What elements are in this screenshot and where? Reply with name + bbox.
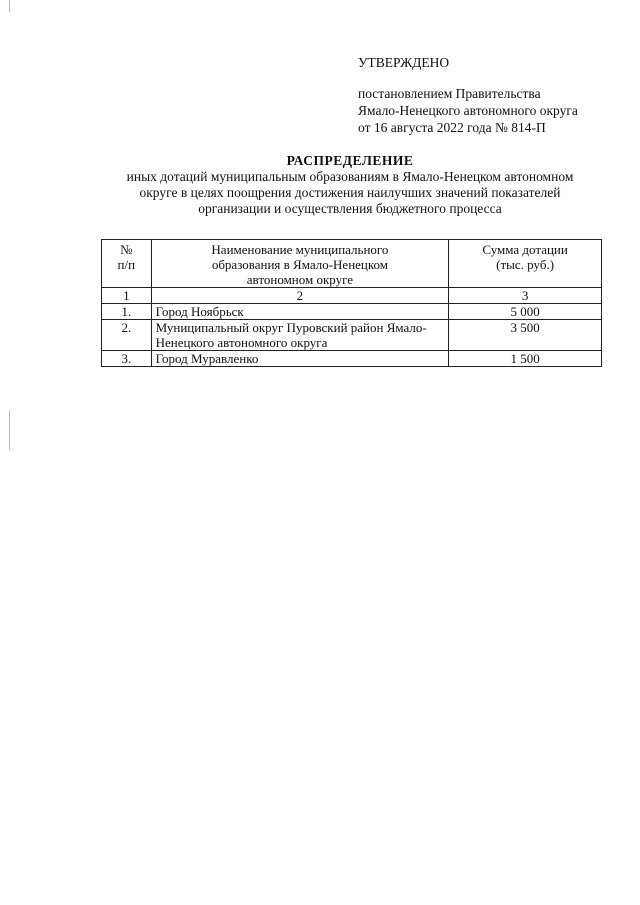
table-row bbox=[102, 304, 602, 320]
approval-line-1: постановлением Правительства bbox=[358, 86, 541, 101]
row-municipality: Город Ноябрьск bbox=[151, 304, 449, 320]
approval-line-3: от 16 августа 2022 года № 814-П bbox=[358, 120, 546, 135]
header-municipality: Наименование муниципального образования в Ямало-Ненецком автономном округе bbox=[151, 240, 449, 288]
index-cell: 2 bbox=[151, 288, 449, 304]
document-subtitle-line: иных дотаций муниципальным образованиям в Ямало-Ненецком автономном bbox=[126, 169, 574, 184]
approval-block bbox=[358, 54, 578, 136]
scan-margin-mark bbox=[9, 0, 10, 12]
document-title: РАСПРЕДЕЛЕНИЕ bbox=[286, 153, 414, 168]
distribution-table bbox=[101, 239, 602, 367]
row-amount: 1 500 bbox=[449, 351, 602, 367]
row-amount: 5 000 bbox=[449, 304, 602, 320]
row-municipality: Город Муравленко bbox=[151, 351, 449, 367]
row-number: 3. bbox=[102, 351, 152, 367]
document-subtitle-line: организации и осуществления бюджетного процесса bbox=[198, 201, 502, 216]
index-cell: 3 bbox=[449, 288, 602, 304]
row-number: 1. bbox=[102, 304, 152, 320]
document-heading bbox=[90, 153, 610, 217]
table-index-row bbox=[102, 288, 602, 304]
scan-margin-mark bbox=[9, 410, 10, 450]
approved-label: УТВЕРЖДЕНО bbox=[358, 55, 450, 70]
row-municipality: Муниципальный округ Пуровский район Ямало-Ненецкого автономного округа bbox=[151, 320, 449, 351]
approval-line-2: Ямало-Ненецкого автономного округа bbox=[358, 103, 578, 118]
index-cell: 1 bbox=[102, 288, 152, 304]
header-amount: Сумма дотации (тыс. руб.) bbox=[449, 240, 602, 288]
table-row bbox=[102, 320, 602, 351]
row-amount: 3 500 bbox=[449, 320, 602, 351]
header-number: № п/п bbox=[102, 240, 152, 288]
row-number: 2. bbox=[102, 320, 152, 351]
table-row bbox=[102, 351, 602, 367]
document-subtitle-line: округе в целях поощрения достижения наилучших значений показателей bbox=[139, 185, 561, 200]
table-header-row bbox=[102, 240, 602, 288]
